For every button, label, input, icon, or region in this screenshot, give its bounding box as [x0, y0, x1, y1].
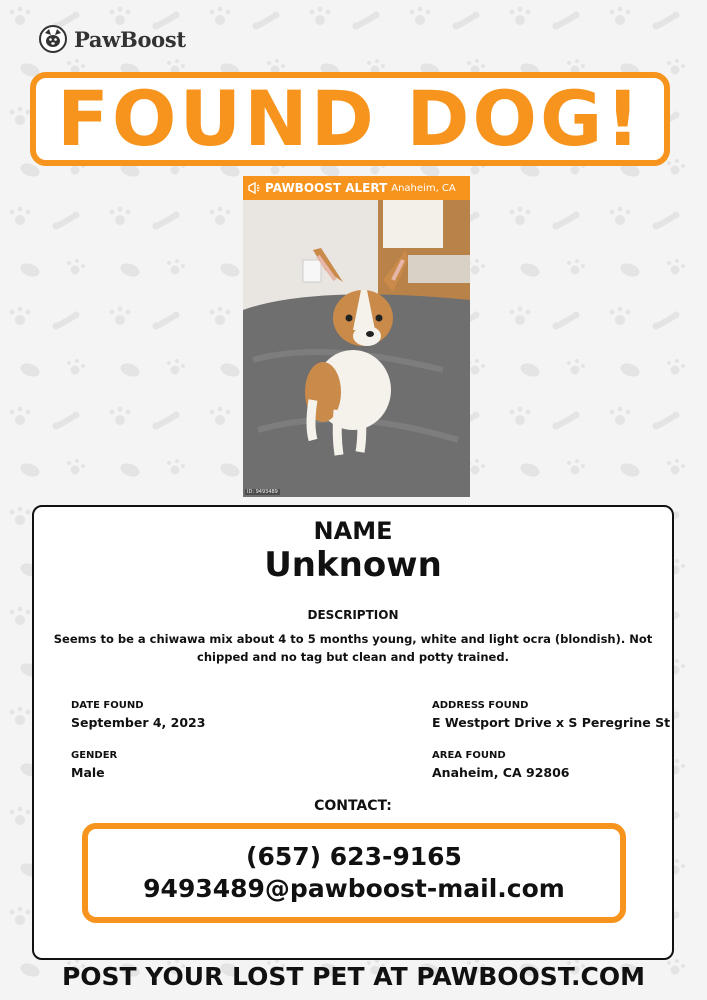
contact-phone[interactable]: (657) 623-9165	[246, 842, 462, 871]
dog-face-icon	[38, 24, 68, 54]
alert-location: Anaheim, CA	[391, 182, 456, 194]
description-text: Seems to be a chiwawa mix about 4 to 5 months young, white and light ocra (blondish). Not chipped and no tag but clean and potty trained.	[53, 632, 653, 664]
photo-id: ID: 9493489	[247, 489, 278, 495]
megaphone-icon	[247, 181, 261, 195]
footer-cta[interactable]: POST YOUR LOST PET AT PAWBOOST.COM	[61, 962, 646, 991]
pet-photo	[243, 176, 470, 497]
brand-name: PawBoost	[74, 26, 186, 52]
area-found-label: AREA FOUND	[432, 750, 506, 761]
address-found-label: ADDRESS FOUND	[432, 700, 529, 711]
alert-brand: PAWBOOST ALERT	[265, 181, 388, 195]
name-value: Unknown	[264, 545, 442, 585]
contact-email[interactable]: 9493489@pawboost-mail.com	[143, 874, 565, 903]
gender-label: GENDER	[71, 750, 118, 761]
contact-label: CONTACT:	[314, 798, 392, 814]
area-found-value: Anaheim, CA 92806	[432, 765, 570, 780]
dog-image	[243, 200, 470, 497]
alert-bar	[243, 176, 470, 200]
headline-banner	[30, 72, 670, 166]
info-card	[32, 505, 674, 960]
address-found-value: E Westport Drive x S Peregrine St	[432, 715, 671, 730]
headline-title: FOUND DOG!	[56, 74, 644, 163]
name-label: NAME	[313, 517, 393, 545]
gender-value: Male	[71, 765, 105, 780]
date-found-label: DATE FOUND	[71, 700, 144, 711]
pawboost-logo[interactable]	[38, 22, 186, 56]
description-label: DESCRIPTION	[307, 608, 399, 622]
date-found-value: September 4, 2023	[71, 715, 206, 730]
contact-box	[82, 823, 626, 923]
